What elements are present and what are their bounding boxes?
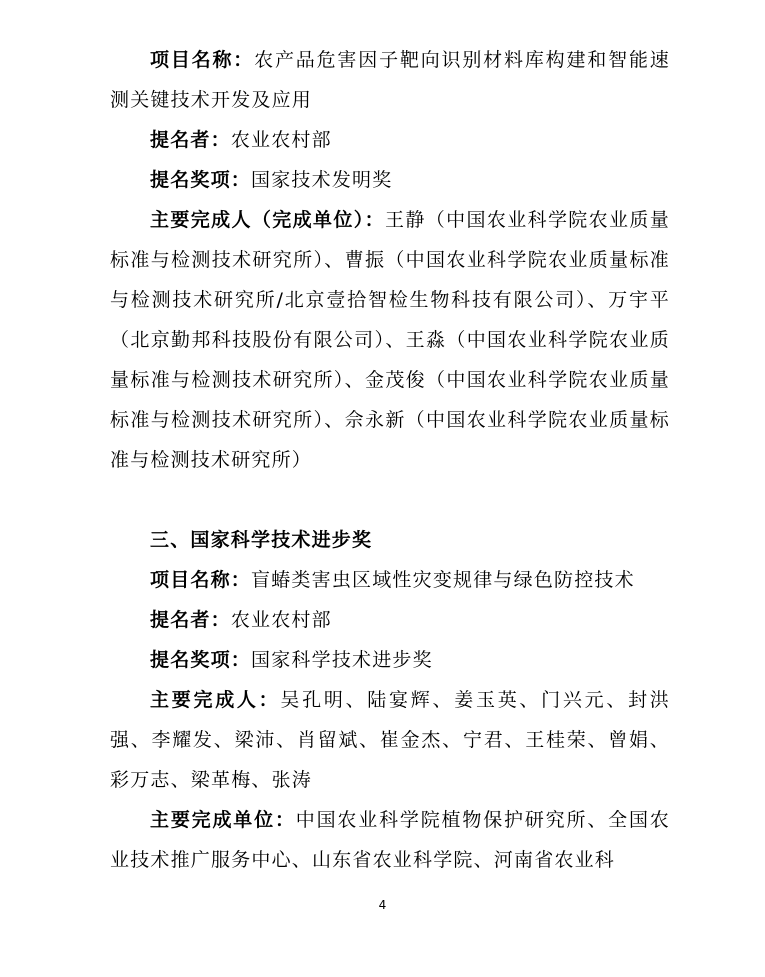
project2-award-paragraph [110, 640, 670, 680]
project1-award-value: 国家技术发明奖 [251, 169, 393, 191]
project2-people-label: 主要完成人： [150, 689, 281, 711]
project2-award-value: 国家科学技术进步奖 [251, 649, 433, 671]
project1-nominator-paragraph [110, 120, 670, 160]
project1-name-value: 农产品危害因子靶向识别材料库构建和智能速测关键技术开发及应用 [110, 49, 670, 111]
project1-award-paragraph [110, 160, 670, 200]
project1-nominator-value: 农业农村部 [230, 129, 332, 151]
project2-name-paragraph [110, 560, 670, 600]
project2-units-label: 主要完成单位： [150, 809, 296, 831]
project2-people-paragraph [110, 680, 670, 800]
project1-people-paragraph [110, 200, 670, 480]
project1-people-label: 主要完成人（完成单位）： [150, 209, 385, 231]
project2-award-label: 提名奖项： [150, 649, 252, 671]
project1-people-value: 王静（中国农业科学院农业质量标准与检测技术研究所）、曹振（中国农业科学院农业质量标准与检测技术研究所/北京壹拾智检生物科技有限公司）、万宇平（北京勤邦科技股份有限公司）、王淼（中国农业科学院农业质量标准与检测技术研究所）、金茂俊（中国农业科学院农业质量标准与检测技术研究所）、佘永新（中国农业科学院农业质量标准与检测技术研究所） [110, 209, 670, 471]
project1-nominator-label: 提名者： [150, 129, 231, 151]
project2-name-label: 项目名称： [150, 569, 252, 591]
project2-people-value: 吴孔明、陆宴辉、姜玉英、门兴元、封洪强、李耀发、梁沛、肖留斌、崔金杰、宁君、王桂荣、曾娟、彩万志、梁革梅、张涛 [110, 689, 670, 791]
project2-nominator-paragraph [110, 600, 670, 640]
project2-units-paragraph [110, 800, 670, 880]
project2-name-value: 盲蝽类害虫区域性灾变规律与绿色防控技术 [251, 569, 635, 591]
project1-award-label: 提名奖项： [150, 169, 252, 191]
project1-name-paragraph [110, 40, 670, 120]
project2-units-value: 中国农业科学院植物保护研究所、全国农业技术推广服务中心、山东省农业科学院、河南省农业科 [110, 809, 670, 871]
section3-heading: 三、国家科学技术进步奖 [150, 529, 373, 551]
project2-nominator-label: 提名者： [150, 609, 231, 631]
project2-nominator-value: 农业农村部 [230, 609, 332, 631]
project1-name-label: 项目名称： [150, 49, 255, 71]
page-number: 4 [378, 898, 387, 912]
